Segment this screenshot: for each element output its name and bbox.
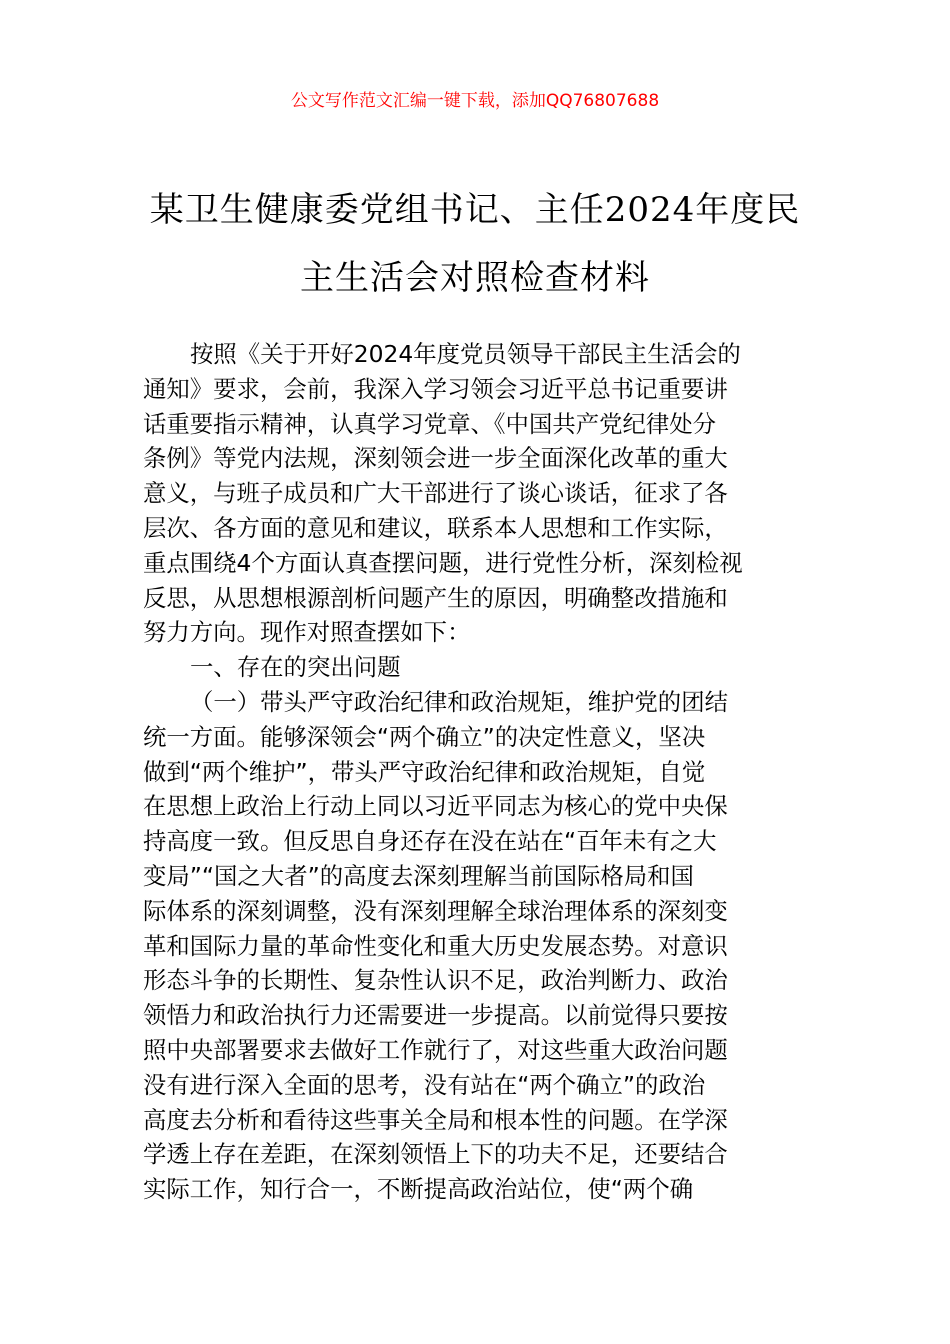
body-line: 实际工作，知行合一，不断提高政治站位，使“两个确	[143, 1175, 694, 1204]
body-line: （一）带头严守政治纪律和政治规矩，维护党的团结	[190, 687, 728, 716]
body-line: 领悟力和政治执行力还需要进一步提高。以前觉得只要按	[143, 1001, 728, 1030]
body-line: 高度去分析和看待这些事关全局和根本性的问题。在学深	[143, 1105, 728, 1134]
body-line: 形态斗争的长期性、复杂性认识不足，政治判断力、政治	[143, 966, 728, 995]
body-line: 持高度一致。但反思自身还存在没在站在“百年未有之大	[143, 827, 717, 856]
body-line: 际体系的深刻调整，没有深刻理解全球治理体系的深刻变	[143, 896, 728, 925]
body-line: 革和国际力量的革命性变化和重大历史发展态势。对意识	[143, 931, 728, 960]
body-line: 统一方面。能够深领会“两个确立”的决定性意义，坚决	[143, 722, 706, 751]
body-line: 变局”“国之大者”的高度去深刻理解当前国际格局和国	[143, 861, 694, 890]
document-title-line-2: 主生活会对照检查材料	[300, 258, 650, 298]
body-line: 层次、各方面的意见和建议，联系本人思想和工作实际，	[143, 513, 728, 542]
body-line: 照中央部署要求去做好工作就行了，对这些重大政治问题	[143, 1035, 728, 1064]
body-line: 通知》要求，会前，我深入学习领会习近平总书记重要讲	[143, 374, 728, 403]
download-notice: 公文写作范文汇编一键下载，添加QQ76807688	[290, 91, 660, 111]
document-body	[143, 337, 808, 1207]
body-line: 在思想上政治上行动上同以习近平同志为核心的党中央保	[143, 792, 728, 821]
body-line: 话重要指示精神，认真学习党章、《中国共产党纪律处分	[143, 409, 717, 438]
body-line: 努力方向。现作对照查摆如下：	[143, 618, 471, 647]
body-line: 学透上存在差距，在深刻领悟上下的功夫不足，还要结合	[143, 1140, 728, 1169]
body-line: 重点围绕4个方面认真查摆问题，进行党性分析，深刻检视	[143, 548, 743, 577]
body-line: 没有进行深入全面的思考，没有站在“两个确立”的政治	[143, 1070, 706, 1099]
document-title-line-1: 某卫生健康委党组书记、主任2024年度民	[149, 190, 801, 230]
body-line: 做到“两个维护”，带头严守政治纪律和政治规矩，自觉	[143, 757, 706, 786]
body-line: 按照《关于开好2024年度党员领导干部民主生活会的	[190, 340, 741, 368]
body-line: 意义，与班子成员和广大干部进行了谈心谈话，征求了各	[143, 479, 728, 508]
body-line: 条例》等党内法规，深刻领会进一步全面深化改革的重大	[143, 444, 728, 473]
body-line: 反思，从思想根源剖析问题产生的原因，明确整改措施和	[143, 583, 728, 612]
section-heading: 一、存在的突出问题	[190, 653, 401, 682]
